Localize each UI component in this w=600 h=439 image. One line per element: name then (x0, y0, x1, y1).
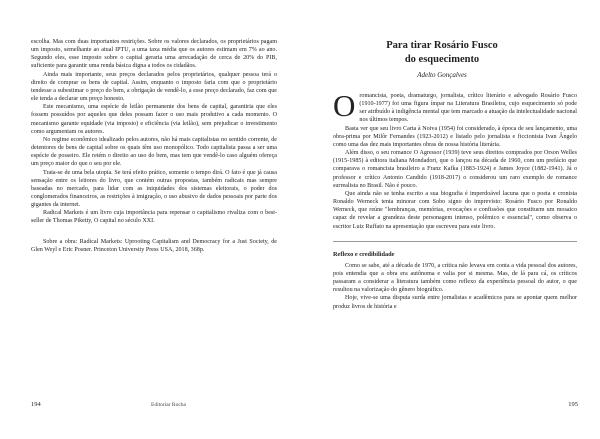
paragraph: Este mecanismo, uma espécie de leilão permanente dos bens de capital, garantiria que eles fossem possuídos por aqueles que deles possam fazer o uso mais produtivo a cada momento. O mecanismo garante equidade (via imposto) e eficiência (via leilão), sem prejudicar o investimento como argumentam os autores. (31, 104, 277, 135)
drop-cap: O (333, 88, 356, 123)
intro-text: romancista, poeta, dramaturgo, jornalista, crítico literário e advogado Rosário Fusco (1910-1977) foi uma figura ímpar na Literatura Brasileira, cujo esquecimento só pode ser atribuído à indigência mental que tem marcado a atuação da intelectualidade nacional nos últimos tempos. (359, 93, 577, 124)
paragraph: Radical Markets é um livro cuja importância para repensar o capitalismo rivaliza com o best-seller de Thomas Piketty, O capital no século XXI. (31, 210, 277, 225)
page-number-right: 195 (568, 401, 578, 408)
title-line-1: Para tirar Rosário Fusco (386, 40, 498, 51)
paragraph: No regime econômico idealizado pelos autores, não há mais capitalistas no sentido corrente, de detentores de bens de capital sobre os quais têm uso monopólico. Todo capitalista passa a ser uma espécie de posseiro. Ele retém o direito ao uso do bem, mas tem que vendê-lo caso alguém ofereça um preço maior do que o seu por ele. (31, 136, 277, 168)
left-column (31, 38, 277, 254)
paragraph: Hoje, vive-se uma disputa surda entre jornalistas e acadêmicos para se apontar quem melhor produz livros de história e (333, 295, 577, 310)
paragraph: Basta ver que seu livro Carta à Noiva (1954) foi considerado, à época de seu lançamento, uma obra-prima por Milôr Fernandes (1923-2012) e listado pelo jornalista e ficcionista Ivan Ângelo como uma das dez mais importantes obras de nossa história literária. (333, 125, 577, 148)
paragraph: Trata-se de uma bela utopia. Se terá efeito prático, somente o tempo dirá. O fato é que já causa sensação entre os leitores do livro, que contém outras propostas, também radicais mas sempre baseadas no mercado, para lidar com as iniquidades dos sistemas eleitorais, o poder dos conglomerados financeiros, as restrições à imigração, o uso abusivo de dados pessoais por parte dos gigantes da internet. (31, 169, 277, 209)
section-divider (333, 241, 577, 242)
section-subheading: Reflexo e credibilidade (333, 250, 395, 258)
running-footer: Editoriar Rocha (151, 402, 186, 408)
intro-paragraph (333, 88, 577, 125)
title-line-2: do esquecimento (404, 53, 480, 65)
paragraph: escolha. Mas com duas importantes restrições. Sobre os valores declarados, os proprietários pagam um imposto, semelhante ao atual IPTU, a uma taxa média que os autores estimam em 7% ao ano. Segundo eles, esse imposto sobre o capital geraria uma arrecadação de cerca de 20% do PIB, suficiente para garantir uma renda básica digna a todos os cidadãos. (31, 39, 277, 70)
article-title (320, 39, 564, 66)
paragraph: Como se sabe, até a década de 1970, a crítica não levava em conta a vida pessoal dos autores, pois entendia que a obra era autônoma e valia por si mesma. Mas, de lá para cá, os críticos passaram a considerar a literatura também como reflexo da experiência pessoal do autor, o que resultou na valorização do gênero biográfico. (333, 262, 577, 294)
paragraph: Além disso, o seu romance O Agressor (1939) teve seus direitos comprados por Orson Welles (1915-1985) à editora italiana Mondadori, que o lançou na década de 1960, com um prefácio que comparava o romancista brasileiro a Franz Kafka (1883-1924) e James Joyce (1882-1941). Já o professor e crítico Antonio Candido (1918-2017) o considerou um raro exemplo de romance surrealista no Brasil. Não é pouco. (333, 150, 577, 189)
article-author: Adelto Gonçalves (417, 71, 467, 79)
right-column (333, 88, 577, 311)
paragraph: Que ainda não se tenha escrito a sua biografia é imperdoável lacuna que o poeta e cronista Ronaldo Werneck tenta minorar com Sobo signo do imprevisto: Rosário Fusco por Ronaldo Werneck, que reúne "lembranças, memórias, evocações e confissões que constituem um mosaico capaz de revelar a grandeza deste personagem intenso, polêmico e essencial", como observa o escritor Luiz Ruffato na apresentação que escreveu para este livro. (333, 190, 577, 230)
bibliography: Sobre a obra: Radical Markets: Uprooting Capitalism and Democracy for a Just Society, de Glen Weyl e Eric Posner. Princeton University Press USA, 2018, 368p. (31, 238, 277, 253)
right-page (300, 0, 600, 439)
paragraph: Ainda mais importante, seus preços declarados pelos proprietários, qualquer pessoa terá o direito de comprar os bens de capital. Assim, enquanto o imposto faria com que o proprietário tendesse a subestimar o preço do bem, a obrigação de vendê-lo, a esse preço declarado, faz com que ele tenda a declarar um preço honesto. (31, 71, 277, 103)
page-number-left: 194 (31, 401, 41, 408)
